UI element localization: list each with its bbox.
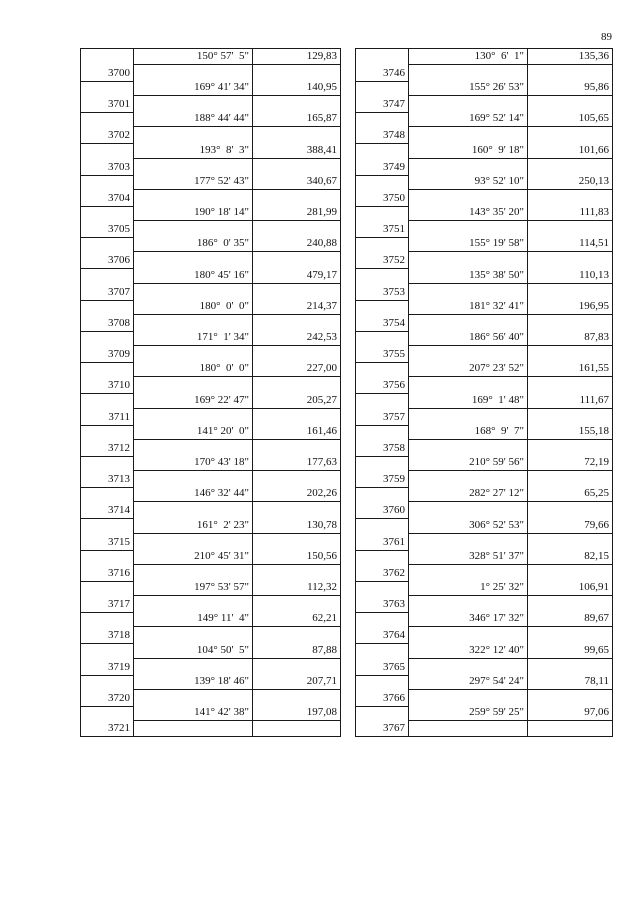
point-row-rule	[355, 675, 409, 676]
point-row-rule	[355, 81, 409, 82]
table-row-rule	[408, 376, 613, 377]
angle-cell: 188° 44' 44"	[194, 112, 249, 124]
table-row-rule	[408, 345, 613, 346]
point-number-cell: 3707	[108, 286, 130, 298]
length-cell: 140,95	[306, 81, 337, 93]
table-row-rule	[408, 533, 613, 534]
point-row-rule	[355, 518, 409, 519]
table-row-rule	[408, 251, 613, 252]
point-row-rule	[355, 362, 409, 363]
angle-cell: 130° 6' 1"	[474, 50, 524, 62]
angle-cell: 180° 45' 16"	[194, 269, 249, 281]
length-cell: 240,88	[306, 237, 337, 249]
length-cell: 114,51	[579, 237, 609, 249]
point-number-cell: 3765	[383, 661, 405, 673]
point-number-cell: 3718	[108, 629, 130, 641]
length-cell: 281,99	[306, 206, 337, 218]
point-number-cell: 3705	[108, 223, 130, 235]
table-column-rule	[612, 48, 613, 737]
table-row-rule	[408, 439, 613, 440]
length-cell: 207,71	[306, 675, 337, 687]
length-cell: 89,67	[584, 612, 609, 624]
angle-cell: 104° 50' 5"	[196, 644, 249, 656]
angle-cell: 155° 26' 53"	[469, 81, 524, 93]
length-cell: 161,46	[306, 425, 337, 437]
angle-cell: 259° 59' 25"	[469, 706, 524, 718]
length-cell: 135,36	[578, 50, 609, 62]
angle-cell: 328° 51' 37"	[469, 550, 524, 562]
length-cell: 165,87	[306, 112, 337, 124]
angle-cell: 169° 1' 48"	[471, 394, 524, 406]
length-cell: 196,95	[578, 300, 609, 312]
length-cell: 106,91	[578, 581, 609, 593]
length-cell: 111,67	[579, 394, 609, 406]
angle-cell: 322° 12' 40"	[469, 644, 524, 656]
angle-cell: 210° 45' 31"	[194, 550, 249, 562]
angle-cell: 197° 53' 57"	[194, 581, 249, 593]
point-row-rule	[355, 237, 409, 238]
point-number-cell: 3750	[383, 192, 405, 204]
length-cell: 65,25	[584, 487, 609, 499]
angle-cell: 190° 18' 14"	[194, 206, 249, 218]
point-number-cell: 3757	[383, 411, 405, 423]
point-number-cell: 3701	[108, 98, 130, 110]
table-row-rule	[408, 314, 613, 315]
point-number-cell: 3762	[383, 567, 405, 579]
point-number-cell: 3767	[383, 722, 405, 734]
angle-cell: 177° 52' 43"	[194, 175, 249, 187]
point-row-rule	[355, 206, 409, 207]
point-number-cell: 3719	[108, 661, 130, 673]
length-cell: 110,13	[579, 269, 609, 281]
table-row-rule	[408, 470, 613, 471]
table-border-rule	[355, 736, 613, 737]
angle-cell: 297° 54' 24"	[469, 675, 524, 687]
point-number-cell: 3711	[108, 411, 130, 423]
angle-cell: 282° 27' 12"	[469, 487, 524, 499]
length-cell: 250,13	[578, 175, 609, 187]
length-cell: 177,63	[306, 456, 337, 468]
length-cell: 130,78	[306, 519, 337, 531]
table-row-rule	[408, 595, 613, 596]
length-cell: 78,11	[584, 675, 609, 687]
angle-cell: 141° 20' 0"	[196, 425, 249, 437]
angle-cell: 186° 56' 40"	[469, 331, 524, 343]
point-number-cell: 3749	[383, 161, 405, 173]
point-number-cell: 3721	[108, 722, 130, 734]
length-cell: 388,41	[306, 144, 337, 156]
length-cell: 87,88	[312, 644, 337, 656]
length-cell: 62,21	[312, 612, 337, 624]
point-number-cell: 3761	[383, 536, 405, 548]
length-cell: 101,66	[578, 144, 609, 156]
point-number-cell: 3713	[108, 473, 130, 485]
length-cell: 105,65	[578, 112, 609, 124]
point-row-rule	[355, 456, 409, 457]
table-row-rule	[408, 408, 613, 409]
angle-cell: 181° 32' 41"	[469, 300, 524, 312]
angle-cell: 180° 0' 0"	[199, 362, 249, 374]
angle-cell: 169° 52' 14"	[469, 112, 524, 124]
point-row-rule	[355, 425, 409, 426]
point-number-cell: 3708	[108, 317, 130, 329]
table-row-rule	[408, 501, 613, 502]
point-row-rule	[355, 300, 409, 301]
length-cell: 214,37	[306, 300, 337, 312]
length-cell: 150,56	[306, 550, 337, 562]
length-cell: 205,27	[306, 394, 337, 406]
angle-cell: 149° 11' 4"	[197, 612, 249, 624]
point-row-rule	[355, 581, 409, 582]
point-number-cell: 3712	[108, 442, 130, 454]
length-cell: 129,83	[306, 50, 337, 62]
point-number-cell: 3763	[383, 598, 405, 610]
angle-cell: 143° 35' 20"	[469, 206, 524, 218]
point-number-cell: 3766	[383, 692, 405, 704]
point-number-cell: 3754	[383, 317, 405, 329]
point-number-cell: 3748	[383, 129, 405, 141]
point-number-cell: 3717	[108, 598, 130, 610]
point-row-rule	[355, 550, 409, 551]
point-number-cell: 3746	[383, 67, 405, 79]
table-row-rule	[408, 220, 613, 221]
length-cell: 95,86	[584, 81, 609, 93]
angle-cell: 93° 52' 10"	[474, 175, 524, 187]
table-row-rule	[408, 64, 613, 65]
point-number-cell: 3758	[383, 442, 405, 454]
table-row-rule	[408, 658, 613, 659]
length-cell: 111,83	[579, 206, 609, 218]
length-cell: 72,19	[584, 456, 609, 468]
angle-cell: 161° 2' 23"	[196, 519, 249, 531]
length-cell: 340,67	[306, 175, 337, 187]
table-row-rule	[408, 126, 613, 127]
angle-cell: 207° 23' 52"	[469, 362, 524, 374]
angle-cell: 168° 9' 7"	[474, 425, 524, 437]
point-number-cell: 3720	[108, 692, 130, 704]
point-number-cell: 3710	[108, 379, 130, 391]
length-cell: 197,08	[306, 706, 337, 718]
angle-cell: 171° 1' 34"	[196, 331, 249, 343]
angle-cell: 169° 22' 47"	[194, 394, 249, 406]
angle-cell: 193° 8' 3"	[199, 144, 249, 156]
point-row-rule	[355, 112, 409, 113]
point-number-cell: 3715	[108, 536, 130, 548]
angle-cell: 141° 42' 38"	[194, 706, 249, 718]
point-row-rule	[355, 268, 409, 269]
point-row-rule	[355, 706, 409, 707]
angle-cell: 135° 38' 50"	[469, 269, 524, 281]
point-number-cell: 3756	[383, 379, 405, 391]
point-number-cell: 3764	[383, 629, 405, 641]
table-row-rule	[408, 189, 613, 190]
point-row-rule	[355, 487, 409, 488]
angle-cell: 1° 25' 32"	[480, 581, 524, 593]
point-number-cell: 3704	[108, 192, 130, 204]
point-row-rule	[355, 331, 409, 332]
length-cell: 227,00	[306, 362, 337, 374]
angle-cell: 160° 9' 18"	[471, 144, 524, 156]
angle-cell: 186° 0' 35"	[196, 237, 249, 249]
angle-cell: 169° 41' 34"	[194, 81, 249, 93]
point-row-rule	[355, 612, 409, 613]
table-row-rule	[408, 564, 613, 565]
point-row-rule	[355, 175, 409, 176]
point-number-cell: 3709	[108, 348, 130, 360]
point-number-cell: 3706	[108, 254, 130, 266]
angle-cell: 150° 57' 5"	[196, 50, 249, 62]
point-number-cell: 3759	[383, 473, 405, 485]
table-row-rule	[408, 95, 613, 96]
length-cell: 161,55	[578, 362, 609, 374]
length-cell: 97,06	[584, 706, 609, 718]
point-number-cell: 3751	[383, 223, 405, 235]
point-number-cell: 3714	[108, 504, 130, 516]
table-row-rule	[408, 158, 613, 159]
length-cell: 112,32	[307, 581, 337, 593]
length-cell: 87,83	[584, 331, 609, 343]
length-cell: 82,15	[584, 550, 609, 562]
length-cell: 99,65	[584, 644, 609, 656]
length-cell: 242,53	[306, 331, 337, 343]
point-number-cell: 3753	[383, 286, 405, 298]
angle-cell: 155° 19' 58"	[469, 237, 524, 249]
point-number-cell: 3716	[108, 567, 130, 579]
point-number-cell: 3703	[108, 161, 130, 173]
point-number-cell: 3700	[108, 67, 130, 79]
table-row-rule	[408, 720, 613, 721]
length-cell: 202,26	[306, 487, 337, 499]
point-number-cell: 3755	[383, 348, 405, 360]
point-number-cell: 3760	[383, 504, 405, 516]
point-row-rule	[355, 643, 409, 644]
angle-cell: 346° 17' 32"	[469, 612, 524, 624]
point-row-rule	[355, 393, 409, 394]
length-cell: 479,17	[306, 269, 337, 281]
length-cell: 155,18	[578, 425, 609, 437]
angle-cell: 139° 18' 46"	[194, 675, 249, 687]
angle-cell: 180° 0' 0"	[199, 300, 249, 312]
table-row-rule	[408, 626, 613, 627]
length-cell: 79,66	[584, 519, 609, 531]
angle-cell: 306° 52' 53"	[469, 519, 524, 531]
angle-cell: 170° 43' 18"	[194, 456, 249, 468]
angle-cell: 146° 32' 44"	[194, 487, 249, 499]
table-row-rule	[408, 283, 613, 284]
point-number-cell: 3752	[383, 254, 405, 266]
point-row-rule	[355, 143, 409, 144]
table-row-rule	[408, 689, 613, 690]
point-number-cell: 3747	[383, 98, 405, 110]
page-number: 89	[601, 31, 612, 43]
point-number-cell: 3702	[108, 129, 130, 141]
angle-cell: 210° 59' 56"	[469, 456, 524, 468]
